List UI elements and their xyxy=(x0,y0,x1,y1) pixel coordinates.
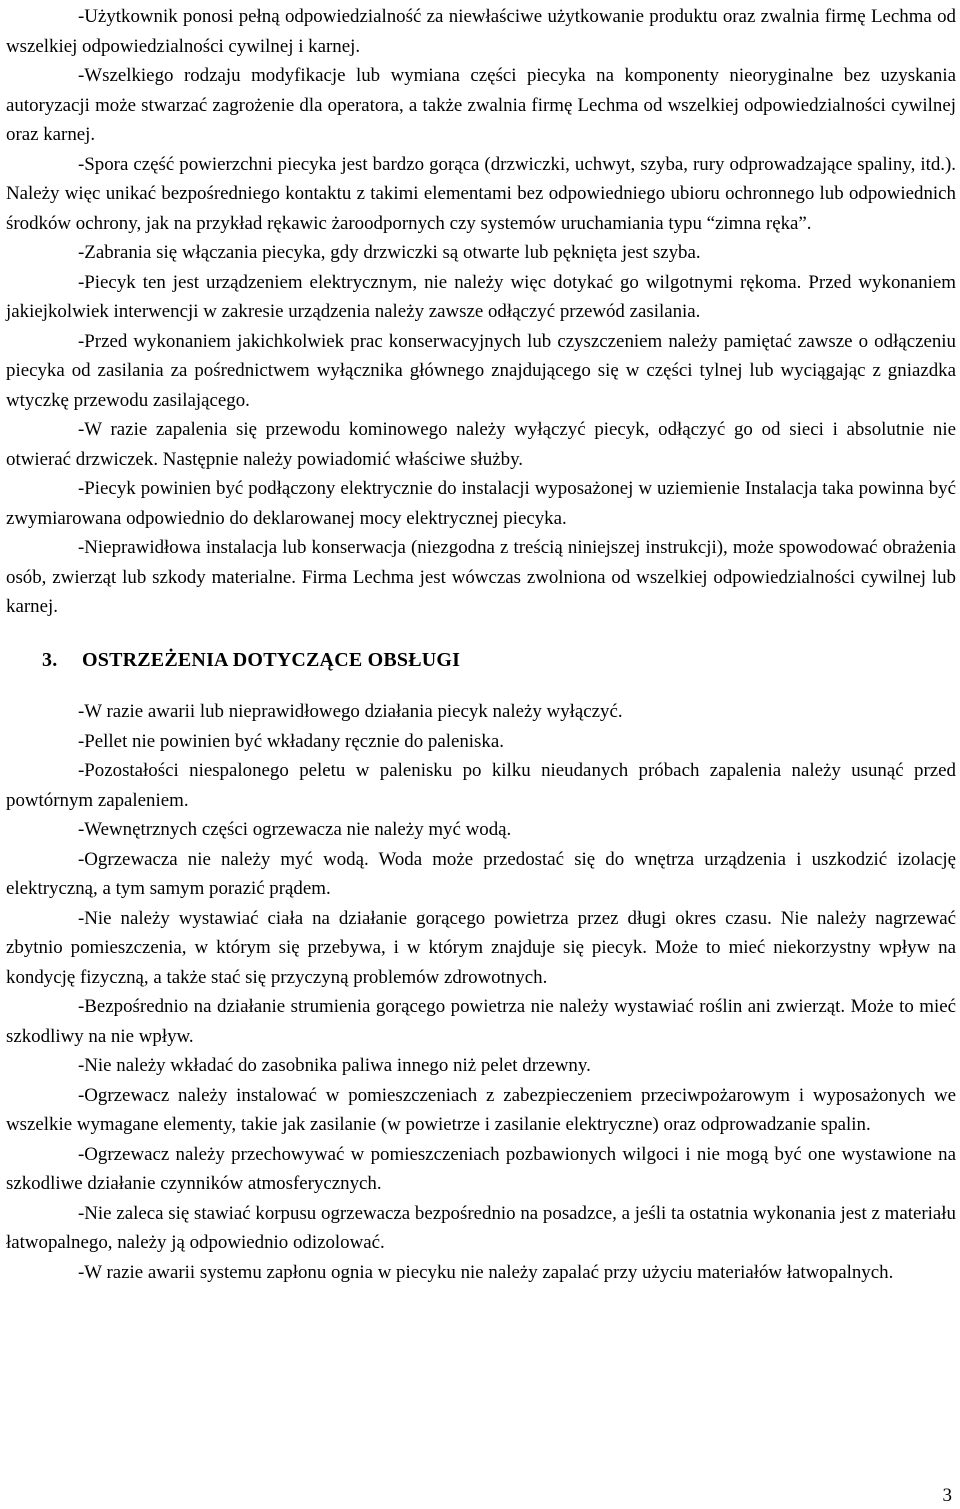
paragraph-grounding: -Piecyk powinien być podłączony elektrycznie do instalacji wyposażonej w uziemienie Instalacja taka powinna być zwymiarowana odpowiednio do deklarowanej mocy elektrycznej piecyka. xyxy=(6,478,956,529)
document-page xyxy=(6,2,956,1287)
paragraph-no-water: -Ogrzewacza nie należy myć wodą. Woda może przedostać się do wnętrza urządzenia i uszkodzić izolację elektryczną, a tym samym porazić prądem. xyxy=(6,848,956,899)
paragraph-plants-animals: -Bezpośrednio na działanie strumienia gorącego powietrza nie należy wystawiać roślin ani zwierząt. Może to mieć szkodliwy na nie wpływ. xyxy=(6,996,956,1047)
paragraph-modifications: -Wszelkiego rodzaju modyfikacje lub wymiana części piecyka na komponenty nieoryginalne bez uzyskania autoryzacji może stwarzać zagrożenie dla operatora, a także zwalnia firmę Lechma od wszelkiej odpowiedzialności cywilnej oraz karnej. xyxy=(6,65,956,145)
section-title: OSTRZEŻENIA DOTYCZĄCE OBSŁUGI xyxy=(82,648,461,671)
paragraph-manual-pellet: -Pellet nie powinien być wkładany ręcznie do paleniska. xyxy=(78,730,504,752)
section-number: 3. xyxy=(42,648,58,671)
paragraph-internal-parts: -Wewnętrznych części ogrzewacza nie należy myć wodą. xyxy=(78,819,512,840)
paragraph-unburnt-residue: -Pozostałości niespalonego peletu w palenisku po kilku nieudanych próbach zapalenia należy usunąć przed powtórnym zapaleniem. xyxy=(6,760,956,811)
paragraph-hot-air-exposure: -Nie należy wystawiać ciała na działanie gorącego powietrza przez długi okres czasu. Nie należy nagrzewać zbytnio pomieszczenia, w którym się przebywa, i w którym znajduje się piecyk. Może to mieć niekorzystny wpływ na kondycję fizyczną, a także stać się przyczyną problemów zdrowotnych. xyxy=(6,907,956,988)
bottom-paragraphs xyxy=(6,697,956,1287)
paragraph-electrical-device: -Piecyk ten jest urządzeniem elektrycznym, nie należy więc dotykać go wilgotnymi rękoma. Przed wykonaniem jakiejkolwiek interwencji w zakresie urządzenia należy zawsze odłączyć przewód zasilania. xyxy=(6,271,956,322)
paragraph-hot-surfaces: -Spora część powierzchni piecyka jest bardzo gorąca (drzwiczki, uchwyt, szyba, rury odprowadzające spaliny, itd.). Należy więc unikać bezpośredniego kontaktu z takimi elementami bez odpowiedniego ubioru ochronnego lub odpowiednich środków ochrony, jak na przykład rękawic żaroodpornych czy systemów uruchamiania typu “zimna ręka”. xyxy=(6,153,956,234)
paragraph-open-door: -Zabrania się włączania piecyka, gdy drzwiczki są otwarte lub pęknięta jest szyba. xyxy=(78,242,701,263)
paragraph-floor-placement: -Nie zaleca się stawiać korpusu ogrzewacza bezpośrednio na posadzce, a jeśli ta ostatnia wykonania jest z materiału łatwopalnego, należy ją odpowiednio odizolować. xyxy=(6,1202,956,1253)
paragraph-malfunction: -W razie awarii lub nieprawidłowego działania piecyk należy wyłączyć. xyxy=(78,701,623,722)
paragraph-storage: -Ogrzewacz należy przechowywać w pomieszczeniach pozbawionych wilgoci i nie mogą być one wystawione na szkodliwe działanie czynników atmosferycznych. xyxy=(6,1143,956,1194)
paragraph-fuel-type: -Nie należy wkładać do zasobnika paliwa innego niż pelet drzewny. xyxy=(78,1055,591,1076)
section-heading xyxy=(6,646,956,676)
page-number: 3 xyxy=(942,1485,952,1506)
paragraph-improper-installation: -Nieprawidłowa instalacja lub konserwacja (niezgodna z treścią niniejszej instrukcji), może spowodować obrażenia osób, zwierząt lub szkody materialne. Firma Lechma jest wówczas zwolniona od wszelkiej odpowiedzialności cywilnej lub karnej. xyxy=(6,537,956,617)
top-paragraphs xyxy=(6,2,956,622)
paragraph-user-responsibility: -Użytkownik ponosi pełną odpowiedzialność za niewłaściwe użytkowanie produktu oraz zwalnia firmę Lechma od wszelkiej odpowiedzialności cywilnej i karnej. xyxy=(6,6,956,57)
paragraph-ignition-failure: -W razie awarii systemu zapłonu ognia w piecyku nie należy zapalać przy użyciu materiałów łatwopalnych. xyxy=(78,1261,894,1283)
paragraph-chimney-fire: -W razie zapalenia się przewodu kominowego należy wyłączyć piecyk, odłączyć go od sieci i absolutnie nie otwierać drzwiczek. Następnie należy powiadomić właściwe służby. xyxy=(6,419,956,470)
paragraph-fire-protection: -Ogrzewacz należy instalować w pomieszczeniach z zabezpieczeniem przeciwpożarowym i wyposażonych we wszelkie wymagane elementy, takie jak zasilanie (w powietrze i zasilanie elektryczne) oraz odprowadzanie spalin. xyxy=(6,1084,956,1135)
paragraph-maintenance-disconnect: -Przed wykonaniem jakichkolwiek prac konserwacyjnych lub czyszczeniem należy pamiętać zawsze o odłączeniu piecyka od zasilania za pośrednictwem wyłącznika głównego znajdującego się w części tylnej lub wyciągając z gniazdka wtyczkę przewodu zasilającego. xyxy=(6,330,956,411)
